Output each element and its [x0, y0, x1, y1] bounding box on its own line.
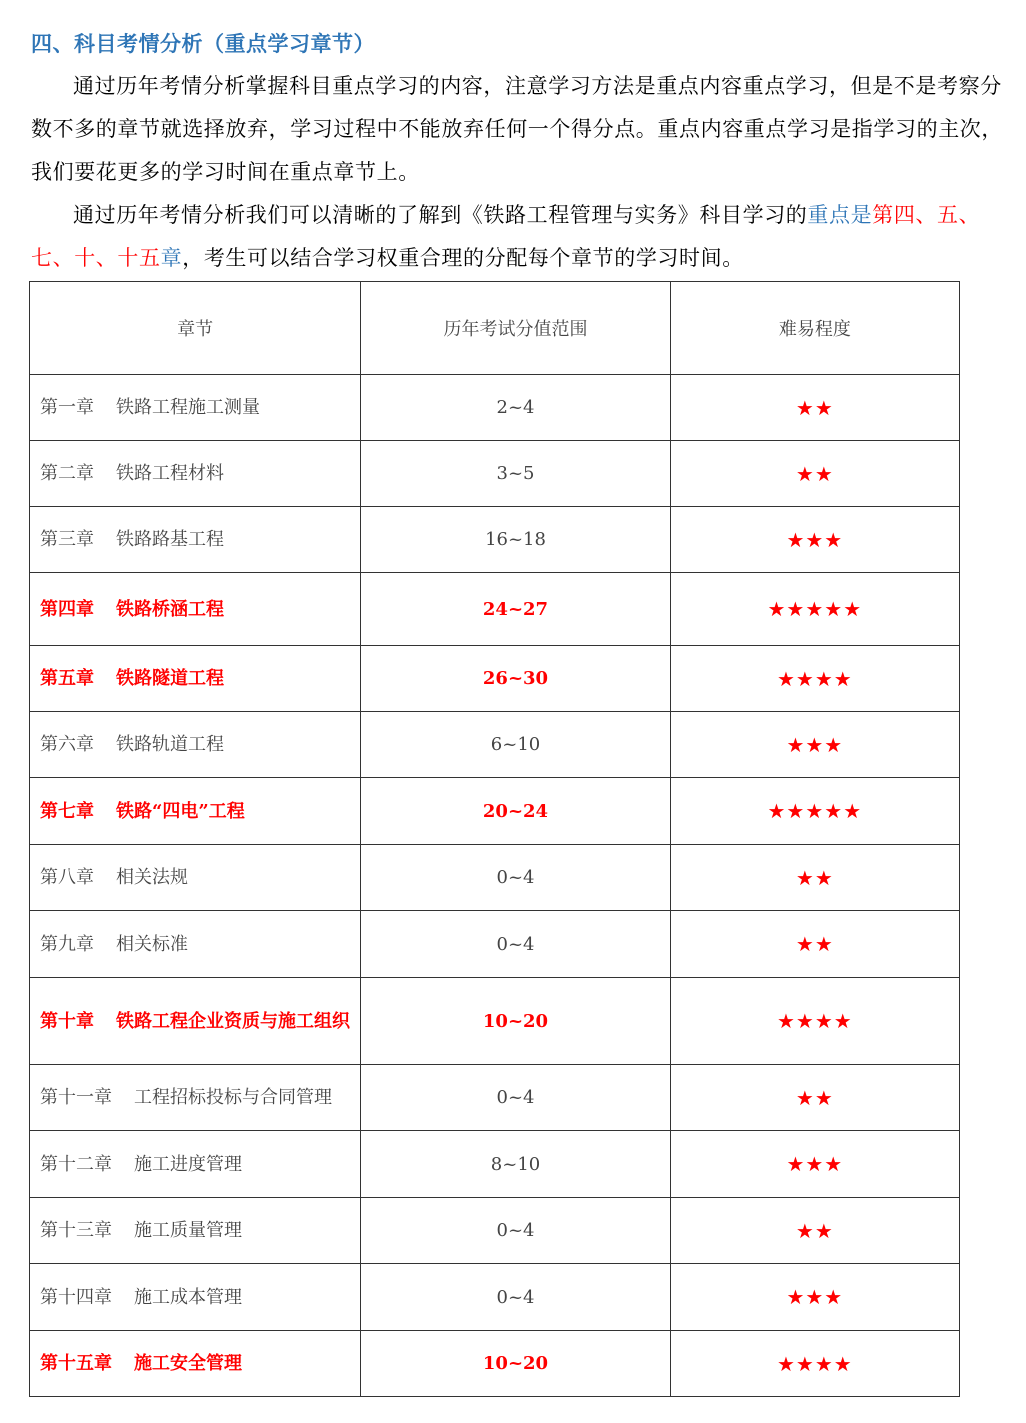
chapter-cell	[30, 441, 361, 507]
chapter-name: 施工成本管理	[134, 1286, 242, 1308]
chapter-name: 铁路“四电”工程	[116, 800, 245, 822]
paragraph2-key-chapters: 第四、五、七、十、十五	[31, 203, 981, 270]
paragraph2-text-1: 通过历年考情分析我们可以清晰的了解到《铁路工程管理与实务》科目学习的	[73, 203, 808, 227]
chapter-name: 相关标准	[116, 933, 188, 955]
difficulty-stars: ★★★★★	[670, 778, 959, 845]
chapter-cell	[30, 1331, 361, 1397]
difficulty-stars: ★★	[670, 911, 959, 978]
table-row	[30, 1198, 960, 1264]
header-difficulty: 难易程度	[670, 282, 959, 375]
table-row	[30, 1131, 960, 1198]
chapter-name: 铁路路基工程	[116, 529, 224, 550]
chapter-cell	[30, 778, 361, 845]
paragraph2-emphasis-blue: 重点是	[807, 203, 873, 227]
chapter-number: 第十五章	[40, 1353, 112, 1374]
chapter-number: 第五章	[40, 668, 94, 689]
difficulty-stars: ★★★★	[670, 1331, 959, 1397]
table-row	[30, 712, 960, 778]
difficulty-stars: ★★	[670, 1065, 959, 1131]
table-row	[30, 1331, 960, 1397]
chapter-cell	[30, 573, 361, 646]
score-range-cell: 24~27	[361, 573, 670, 646]
chapter-name: 施工质量管理	[134, 1220, 242, 1241]
table-row	[30, 911, 960, 978]
chapter-cell	[30, 1065, 361, 1131]
chapter-number: 第八章	[40, 867, 94, 888]
chapter-cell	[30, 911, 361, 978]
chapter-number: 第七章	[40, 800, 94, 822]
chapter-number: 第十三章	[40, 1220, 112, 1241]
score-range-cell: 20~24	[361, 778, 670, 845]
difficulty-stars: ★★★★	[670, 646, 959, 712]
chapter-number: 第一章	[40, 397, 94, 418]
paragraph2-chapter-suffix: 章	[160, 246, 183, 270]
chapter-name: 工程招标投标与合同管理	[134, 1087, 332, 1108]
difficulty-stars: ★★★★★	[670, 573, 959, 646]
chapter-number: 第四章	[40, 598, 94, 620]
score-range-cell: 0~4	[361, 1198, 670, 1264]
intro-paragraph: 通过历年考情分析掌握科目重点学习的内容，注意学习方法是重点内容重点学习，但是不是考察分数不多的章节就选择放弃，学习过程中不能放弃任何一个得分点。重点内容重点学习是指学习的主次，我们要花更多的学习时间在重点章节上。	[31, 74, 1003, 184]
chapter-name: 铁路工程材料	[116, 463, 224, 484]
score-range-cell: 2~4	[361, 375, 670, 441]
chapter-number: 第二章	[40, 463, 94, 484]
chapter-name: 施工进度管理	[134, 1153, 242, 1175]
difficulty-stars: ★★	[670, 845, 959, 911]
score-range-cell: 0~4	[361, 911, 670, 978]
difficulty-stars: ★★★	[670, 1264, 959, 1331]
table-row	[30, 573, 960, 646]
chapter-name: 铁路工程企业资质与施工组织	[116, 1010, 350, 1032]
difficulty-stars: ★★	[670, 375, 959, 441]
chapter-number: 第十章	[40, 1010, 94, 1032]
header-chapter: 章节	[30, 282, 361, 375]
table-body	[30, 375, 960, 1397]
chapter-cell	[30, 978, 361, 1065]
chapter-cell	[30, 1131, 361, 1198]
table-row	[30, 1264, 960, 1331]
score-range-cell: 10~20	[361, 1331, 670, 1397]
chapter-cell	[30, 375, 361, 441]
chapter-number: 第十四章	[40, 1286, 112, 1308]
table-header-row	[30, 282, 960, 375]
chapter-name: 施工安全管理	[134, 1353, 242, 1374]
difficulty-stars: ★★	[670, 1198, 959, 1264]
chapter-number: 第三章	[40, 529, 94, 550]
score-range-cell: 6~10	[361, 712, 670, 778]
section-heading: 四、科目考情分析（重点学习章节）	[31, 32, 375, 56]
paragraph2-text-2: ，考生可以结合学习权重合理的分配每个章节的学习时间。	[182, 246, 744, 270]
chapter-number: 第六章	[40, 734, 94, 755]
chapter-name: 铁路轨道工程	[116, 734, 224, 755]
table-row	[30, 646, 960, 712]
chapter-name: 相关法规	[116, 867, 188, 888]
score-range-cell: 10~20	[361, 978, 670, 1065]
table-row	[30, 1065, 960, 1131]
table-row	[30, 507, 960, 573]
difficulty-stars: ★★★	[670, 507, 959, 573]
table-row	[30, 375, 960, 441]
chapter-number: 第十一章	[40, 1087, 112, 1108]
chapter-cell	[30, 1264, 361, 1331]
chapter-cell	[30, 646, 361, 712]
key-chapters-paragraph	[31, 194, 1006, 280]
chapter-number: 第十二章	[40, 1153, 112, 1175]
difficulty-stars: ★★	[670, 441, 959, 507]
chapter-name: 铁路桥涵工程	[116, 598, 224, 620]
difficulty-stars: ★★★★	[670, 978, 959, 1065]
chapter-cell	[30, 1198, 361, 1264]
score-range-cell: 8~10	[361, 1131, 670, 1198]
chapter-cell	[30, 845, 361, 911]
table-row	[30, 441, 960, 507]
chapter-cell	[30, 507, 361, 573]
score-range-cell: 0~4	[361, 845, 670, 911]
chapter-cell	[30, 712, 361, 778]
header-score-range: 历年考试分值范围	[361, 282, 670, 375]
difficulty-stars: ★★★	[670, 1131, 959, 1198]
table-row	[30, 845, 960, 911]
score-range-cell: 26~30	[361, 646, 670, 712]
difficulty-stars: ★★★	[670, 712, 959, 778]
chapter-number: 第九章	[40, 933, 94, 955]
chapter-name: 铁路隧道工程	[116, 668, 224, 689]
chapter-name: 铁路工程施工测量	[116, 397, 260, 418]
score-range-cell: 3~5	[361, 441, 670, 507]
score-range-cell: 0~4	[361, 1065, 670, 1131]
table-row	[30, 778, 960, 845]
score-range-cell: 0~4	[361, 1264, 670, 1331]
chapter-score-table	[29, 281, 960, 1397]
score-range-cell: 16~18	[361, 507, 670, 573]
table-row	[30, 978, 960, 1065]
